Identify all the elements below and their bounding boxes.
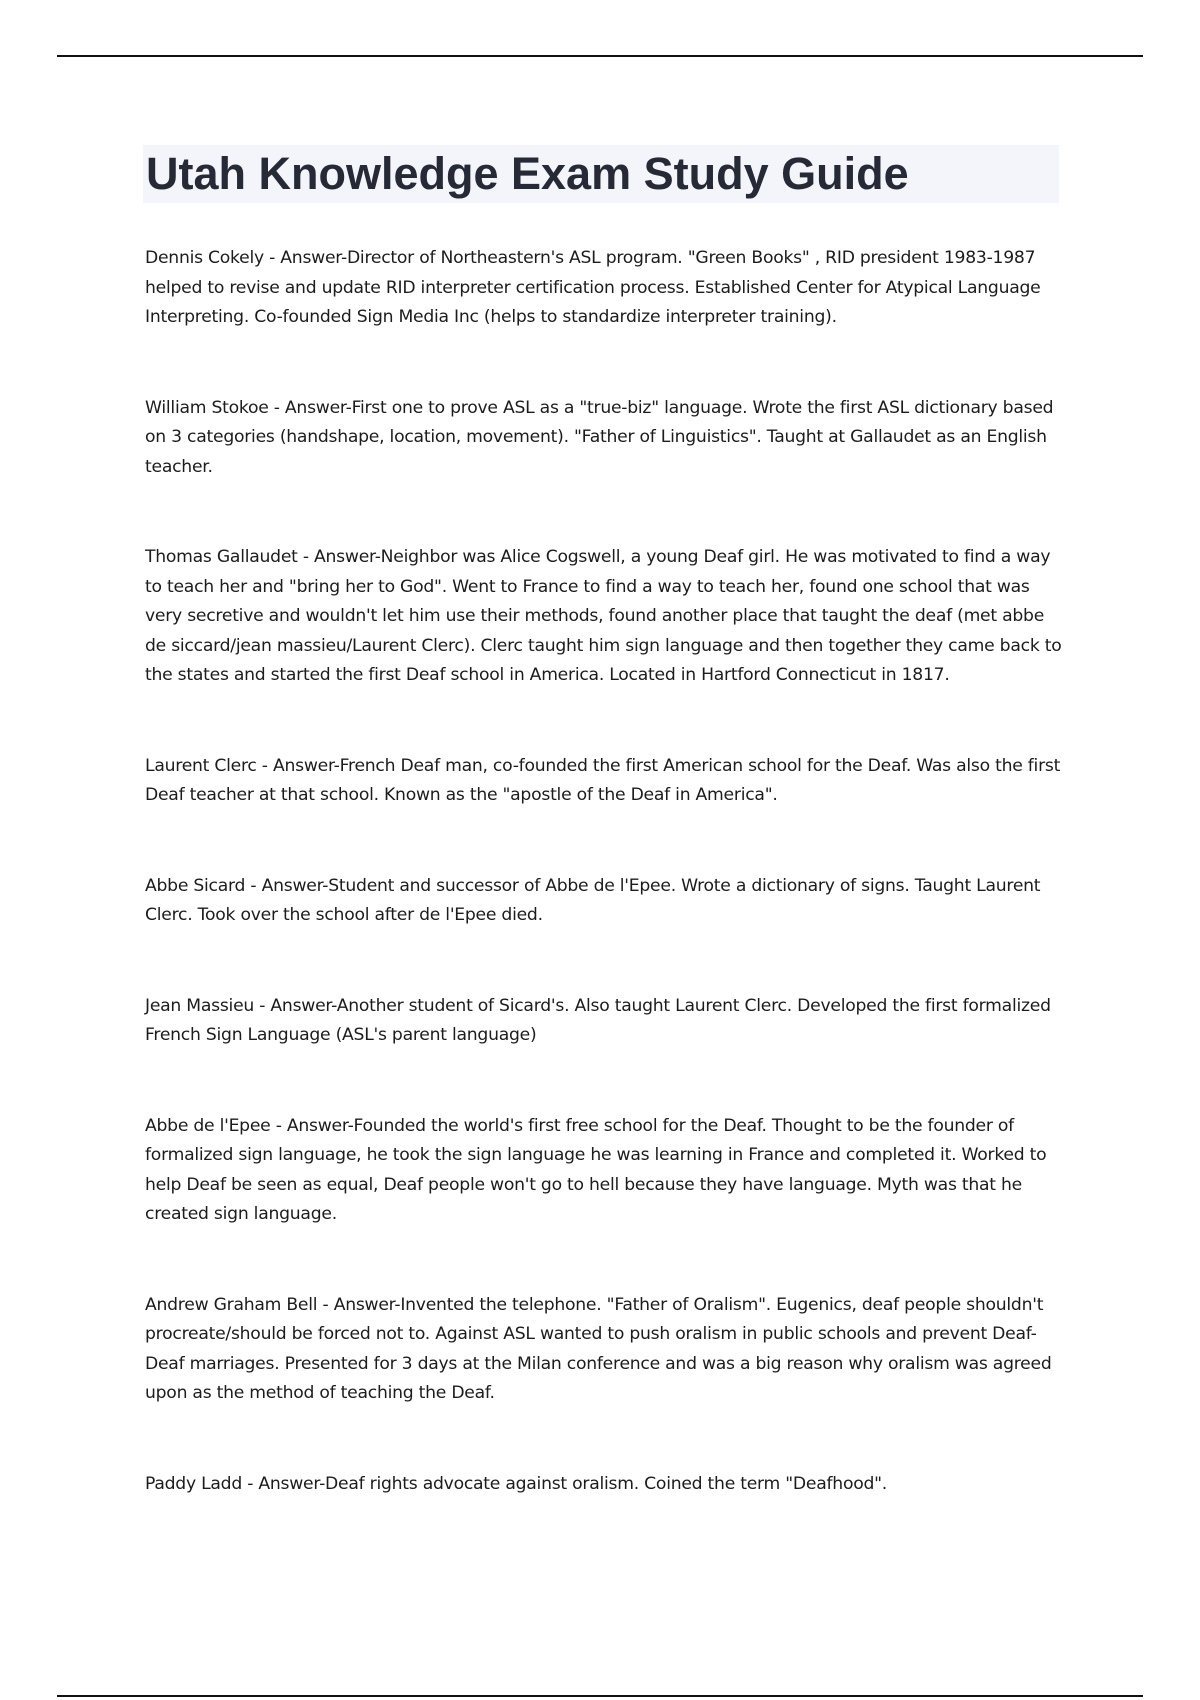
title-banner [143, 145, 1059, 203]
top-divider [57, 55, 1143, 57]
entry-jean-massieu: Jean Massieu - Answer-Another student of Sicard's. Also taught Laurent Clerc. Developed the first formalized French Sign Language (ASL's parent language) [145, 995, 1051, 1045]
entry-andrew-graham-bell: Andrew Graham Bell - Answer-Invented the telephone. "Father of Oralism". Eugenics, deaf people shouldn't procreate/should be forced not to. Against ASL wanted to push oralism in public schools and prevent Deaf-Deaf marriages. Presented for 3 days at the Milan conference and was a big reason why oralism was agreed upon as the method of teaching the Deaf. [145, 1294, 1052, 1403]
entry-william-stokoe: William Stokoe - Answer-First one to prove ASL as a "true-biz" language. Wrote the first ASL dictionary based on 3 categories (handshape, location, movement). "Father of Linguistics". Taught at Gallaudet as an English teacher. [145, 397, 1054, 477]
entry-dennis-cokely: Dennis Cokely - Answer-Director of Northeastern's ASL program. "Green Books" , RID president 1983-1987 helped to revise and update RID interpreter certification process. Established Center for Atypical Language Interpreting. Co-founded Sign Media Inc (helps to standardize interpreter training). [145, 248, 1041, 327]
entry-abbe-de-lepee: Abbe de l'Epee - Answer-Founded the world's first free school for the Deaf. Thought to be the founder of formalized sign language, he took the sign language he was learning in France and completed it. Worked to help Deaf be seen as equal, Deaf people won't go to hell because they have language. Myth was that he created sign language. [145, 1115, 1047, 1224]
entry-laurent-clerc: Laurent Clerc - Answer-French Deaf man, co-founded the first American school for the Deaf. Was also the first Deaf teacher at that school. Known as the "apostle of the Deaf in America". [145, 755, 1061, 805]
entry-abbe-sicard: Abbe Sicard - Answer-Student and successor of Abbe de l'Epee. Wrote a dictionary of signs. Taught Laurent Clerc. Took over the school after de l'Epee died. [145, 875, 1041, 925]
bottom-divider [57, 1695, 1143, 1697]
entry-thomas-gallaudet: Thomas Gallaudet - Answer-Neighbor was Alice Cogswell, a young Deaf girl. He was motivated to find a way to teach her and "bring her to God". Went to France to find a way to teach her, found one school that was very secretive and wouldn't let him use their methods, found another place that taught the deaf (met abbe de siccard/jean massieu/Laurent Clerc). Clerc taught him sign language and then together they came back to the states and started the first Deaf school in America. Located in Hartford Connecticut in 1817. [145, 547, 1062, 685]
study-entries [145, 244, 1065, 1560]
page-title: Utah Knowledge Exam Study Guide [146, 148, 909, 199]
entry-paddy-ladd: Paddy Ladd - Answer-Deaf rights advocate against oralism. Coined the term "Deafhood". [145, 1473, 888, 1494]
